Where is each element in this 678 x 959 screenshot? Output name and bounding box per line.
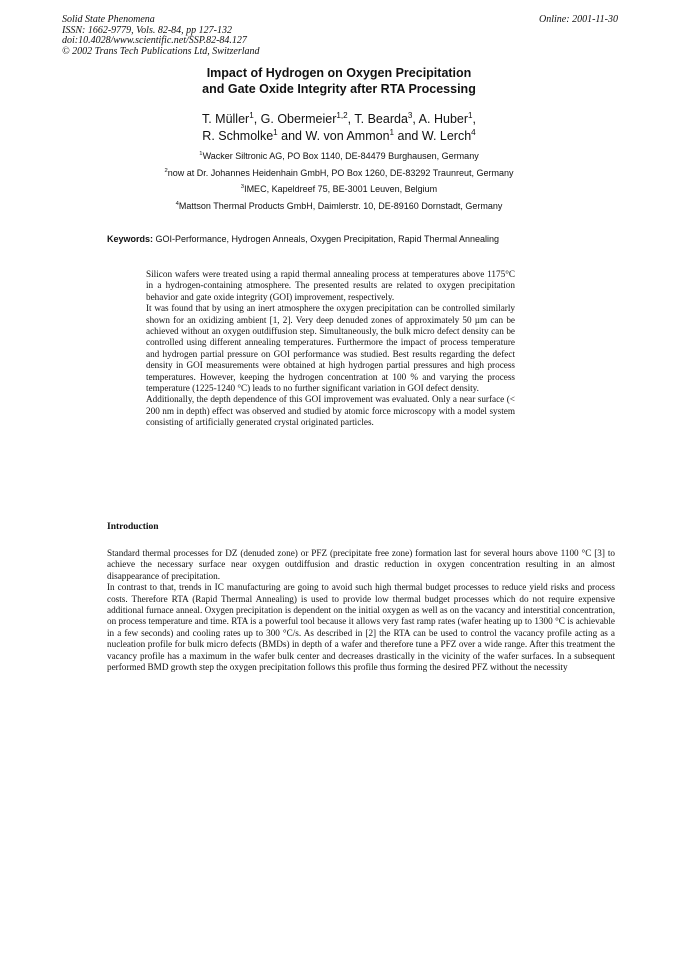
author-affil-sup: 1 [249, 110, 254, 120]
body-paragraph: Standard thermal processes for DZ (denuded zone) or PFZ (precipitate free zone) formation last for several hours above 1100 °C [3] to achieve the necessary surface near oxygen outdiffusion and drastic reduction in oxygen concentration resulting in an almost disappearance of precipitation. [107, 548, 615, 581]
section-heading-introduction: Introduction [107, 522, 159, 532]
author-name: T. Müller [201, 112, 250, 126]
author-line-1: T. Müller$^1$, G. Obermeier$^{1,2}$, T. Bearda$^3$, A. Huber$^1$, [201, 110, 477, 126]
title-line-2: and Gate Oxide Integrity after RTA Processing [202, 81, 476, 96]
copyright-line: © 2002 Trans Tech Publications Ltd, Switzerland [62, 45, 260, 57]
affiliation-sup: 2 [164, 167, 168, 174]
affiliation-text: now at Dr. Johannes Heidenhain GmbH, PO Box 1260, DE-83292 Traunreut, Germany [167, 167, 514, 178]
keywords-line [107, 233, 607, 245]
author-name: R. Schmolke [202, 129, 274, 143]
abstract-paragraph: It was found that by using an inert atmosphere the oxygen precipitation can be controlled similarly shown for an oxidizing ambient [1, 2]. Very deep denuded zones of approximately 50 µm can be achieved without an oxygen outdiffusion step. Simultaneously, the bulk micro defect density can be controlled using different annealing temperatures. Furthermore the impact of process temperature and hydrogen partial pressure on GOI performance was studied. Best results regarding the defect density in GOI measurements were obtained at high hydrogen partial pressures and high process temperatures. However, keeping the hydrogen concentration at 100 % and varying the process temperature (1225-1240 °C) leads to no further significant variation in GOI defect density. [146, 303, 515, 394]
introduction-body [107, 548, 615, 673]
author-name: , A. Huber [412, 112, 469, 126]
author-affil-sup: 1,2 [336, 110, 348, 120]
author-name: and W. von Ammon [277, 129, 390, 143]
keywords-text: GOI-Performance, Hydrogen Anneals, Oxygen Precipitation, Rapid Thermal Annealing [153, 234, 500, 244]
issn-line: ISSN: 1662-9779, Vols. 82-84, pp 127-132 [62, 24, 232, 36]
author-affil-sup: 1 [389, 127, 395, 137]
author-affil-sup: 4 [471, 127, 476, 137]
author-affil-sup: 1 [273, 127, 278, 137]
abstract-paragraph: Silicon wafers were treated using a rapid thermal annealing process at temperatures above 1175°C in a hydrogen-containing atmosphere. The presented results are related to oxygen precipitation behavior and gate oxide integrity (GOI) improvement, respectively. [146, 269, 515, 302]
author-affil-sup: 3 [407, 110, 413, 120]
affiliation [0, 148, 678, 165]
paper-title [0, 66, 678, 97]
author-list [0, 111, 678, 145]
affiliation-text: Wacker Siltronic AG, PO Box 1140, DE-84479 Burghausen, Germany [202, 151, 479, 161]
journal-name: Solid State Phenomena [62, 14, 155, 25]
affiliation-text: IMEC, Kapeldreef 75, BE-3001 Leuven, Belgium [244, 184, 438, 194]
author-name: and W. Lerch [394, 129, 472, 143]
author-line-2 [0, 128, 678, 145]
journal-header [62, 15, 618, 57]
affiliation [0, 181, 678, 198]
body-paragraph: In contrast to that, trends in IC manufacturing are going to avoid such high thermal budget processes to reduce yield risks and process costs. Therefore RTA (Rapid Thermal Annealing) is used to provide low thermal budget processes which do not require expensive additional furnace anneal. Oxygen precipitation is dependent on the initial oxygen as well as on the vacancy and interstitial concentration, on process temperature and time. RTA is a powerful tool because it allows very fast ramp rates (wafer heating up to 1300 °C is achievable in a few seconds) and cooling rates up to 300 °C/s. As described in [2] the RTA can be used to control the vacancy profile acting as a nucleation profile for bulk micro defects (BMDs) in depth of a wafer and therefore tune a PFZ over a wide range. After this treatment the vacancy profile has a maximum in the wafer bulk center and decreases drastically in the vicinity of the wafer surfaces. In a subsequent performed BMD growth step the oxygen precipitation follows this profile thus forming the desired PFZ without the necessity [107, 582, 615, 673]
author-name: , T. Bearda [347, 112, 408, 126]
affiliation-list [0, 148, 678, 214]
author-affil-sup: 1 [468, 110, 473, 120]
affiliation-sup: 1 [199, 151, 203, 157]
keywords-label: Keywords: [107, 234, 154, 244]
author-name: , G. Obermeier [253, 112, 337, 126]
doi-link[interactable]: doi:10.4028/www.scientific.net/SSP.82-84.127 [62, 35, 247, 46]
affiliation [0, 165, 678, 182]
title-line-1: Impact of Hydrogen on Oxygen Precipitation [206, 66, 472, 80]
abstract-paragraph: Additionally, the depth dependence of this GOI improvement was evaluated. Only a near surface (< 200 nm in depth) effect was observed and studied by atomic force microscopy with a model system consisting of artificially generated crystal originated particles. [146, 394, 515, 428]
affiliation-sup: 4 [175, 200, 179, 207]
abstract [146, 269, 515, 429]
online-date: Online: 2001-11-30 [539, 14, 618, 25]
affiliation [0, 198, 678, 215]
affiliation-text: Mattson Thermal Products GmbH, Daimlerstr. 10, DE-89160 Dornstadt, Germany [178, 200, 503, 211]
affiliation-sup: 3 [240, 184, 245, 190]
